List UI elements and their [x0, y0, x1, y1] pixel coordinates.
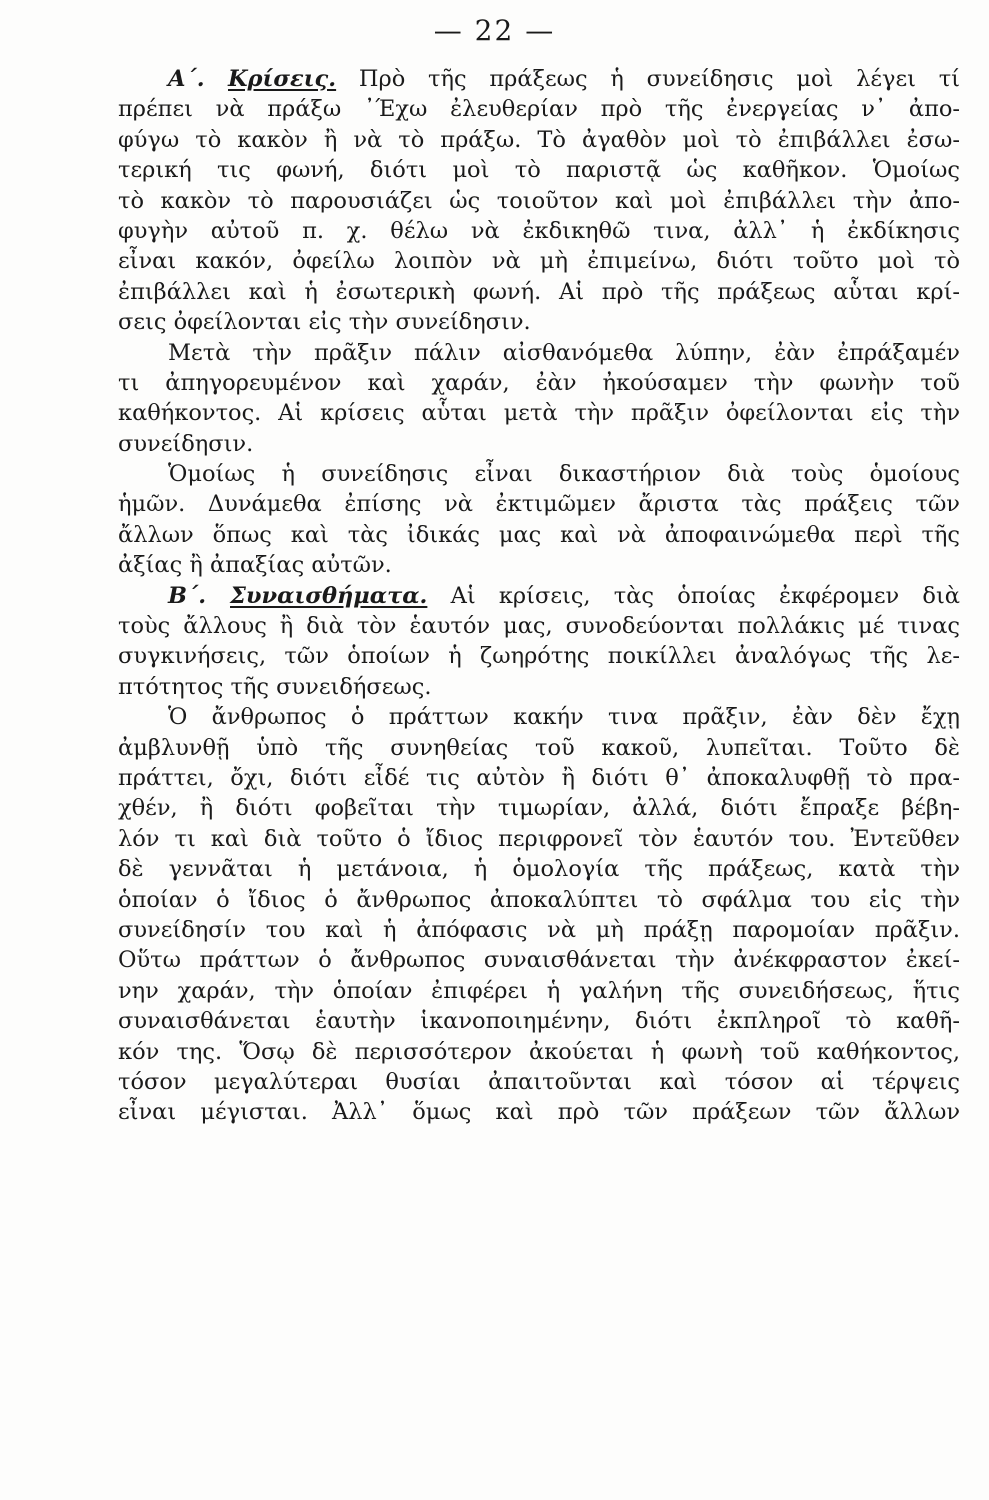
section-a-paragraph [118, 64, 960, 338]
section-b-first-line: Αἱ κρίσεις, τὰς ὁποίας ἐκφέρομεν διὰ [450, 582, 960, 609]
text-line: ὁποίαν ὁ ἴδιος ὁ ἄνθρωπος ἀποκαλύπτει τὸ σφάλμα του εἰς τὴν [118, 886, 960, 913]
text-line: Μετὰ τὴν πρᾶξιν πάλιν αἰσθανόμεθα λύπην, ἐὰν ἐπράξαμέν [168, 339, 960, 366]
text-line: τοὺς ἄλλους ἢ διὰ τὸν ἑαυτόν μας, συνοδεύονται πολλάκις μέ τινας [118, 613, 960, 640]
text-line: Ὁ ἄνθρωπος ὁ πράττων κακήν τινα πρᾶξιν, ἐὰν δὲν ἔχῃ [168, 704, 960, 731]
section-b-title: Συναισθήματα. [230, 582, 428, 609]
text-line: λόν τι καὶ διὰ τοῦτο ὁ ἴδιος περιφρονεῖ τὸν ἑαυτόν του. Ἐντεῦθεν [118, 825, 960, 852]
text-line: συγκινήσεις, τῶν ὁποίων ἡ ζωηρότης ποικίλλει ἀναλόγως τῆς λε- [118, 643, 960, 670]
text-line: εἶναι μέγισται. Ἀλλ᾿ ὅμως καὶ πρὸ τῶν πράξεων τῶν ἄλλων [118, 1099, 960, 1126]
text-line: ἄλλων ὅπως καὶ τὰς ἰδικάς μας καὶ νὰ ἀποφαινώμεθα περὶ τῆς [118, 521, 960, 548]
section-a-first-line: Πρὸ τῆς πράξεως ἡ συνείδησις μοὶ λέγει τί [358, 66, 960, 92]
text-line: φύγω τὸ κακὸν ἢ νὰ τὸ πράξω. Τὸ ἀγαθὸν μοὶ τὸ ἐπιβάλλει ἐσω- [118, 126, 960, 153]
text-line: καθήκοντος. Αἱ κρίσεις αὗται μετὰ τὴν πρᾶξιν ὀφείλονται εἰς τὴν [118, 400, 960, 427]
section-b-label: Β΄. [168, 582, 207, 609]
section-b-heading [168, 583, 427, 609]
text-line: συνείδησίν του καὶ ἡ ἀπόφασις νὰ μὴ πράξῃ παρομοίαν πρᾶξιν. [118, 916, 960, 943]
section-a-label: Α΄. [168, 66, 205, 92]
text-line: ἡμῶν. Δυνάμεθα ἐπίσης νὰ ἐκτιμῶμεν ἄριστα τὰς πράξεις τῶν [118, 491, 960, 518]
paragraph-remorse [118, 702, 960, 1127]
text-line: φυγὴν αὐτοῦ π. χ. θέλω νὰ ἐκδικηθῶ τινα, ἀλλ᾿ ἡ ἐκδίκησις [118, 217, 960, 244]
text-line: τερική τις φωνή, διότι μοὶ τὸ παριστᾷ ὡς καθῆκον. Ὁμοίως [118, 157, 960, 184]
section-a-title: Κρίσεις. [228, 66, 337, 92]
text-line: πτότητος τῆς συνειδήσεως. [118, 673, 432, 700]
section-b-paragraph [118, 581, 960, 703]
text-line: ἐπιβάλλει καὶ ἡ ἐσωτερικὴ φωνή. Αἱ πρὸ τῆς πράξεως αὗται κρί- [118, 278, 960, 305]
body-text [118, 64, 960, 1128]
text-line: εἶναι κακόν, ὀφείλω λοιπὸν νὰ μὴ ἐπιμείνω, διότι τοῦτο μοὶ τὸ [118, 248, 960, 275]
text-line: ἀξίας ἢ ἀπαξίας αὐτῶν. [118, 552, 392, 579]
text-line: ἀμβλυνθῇ ὑπὸ τῆς συνηθείας τοῦ κακοῦ, λυπεῖται. Τοῦτο δὲ [118, 734, 960, 761]
text-line: χθέν, ἢ διότι φοβεῖται τὴν τιμωρίαν, ἀλλά, διότι ἔπραξε βέβη- [118, 795, 960, 822]
paragraph-conscience-court [118, 459, 960, 581]
page-number: — 22 — [433, 14, 556, 47]
text-line: τι ἀπηγορευμένον καὶ χαράν, ἐὰν ἠκούσαμεν τὴν φωνὴν τοῦ [118, 369, 960, 396]
text-line: δὲ γεννᾶται ἡ μετάνοια, ἡ ὁμολογία τῆς πράξεως, κατὰ τὴν [118, 856, 960, 883]
text-line [118, 581, 960, 611]
text-line: Ὁμοίως ἡ συνείδησις εἶναι δικαστήριον διὰ τοὺς ὁμοίους [168, 461, 960, 488]
text-line: τόσον μεγαλύτεραι θυσίαι ἀπαιτοῦνται καὶ τόσον αἱ τέρψεις [118, 1068, 960, 1095]
text-line: πράττει, ὄχι, διότι εἶδέ τις αὐτὸν ἢ διότι θ᾿ ἀποκαλυφθῇ τὸ πρα- [118, 764, 960, 791]
text-line: τὸ κακὸν τὸ παρουσιάζει ὡς τοιοῦτον καὶ μοὶ ἐπιβάλλει τὴν ἀπο- [118, 187, 960, 214]
text-line: πρέπει νὰ πράξω ᾿Έχω ἐλευθερίαν πρὸ τῆς ἐνεργείας ν᾿ ἀπο- [118, 96, 960, 123]
text-line: κόν της. Ὅσῳ δὲ περισσότερον ἀκούεται ἡ φωνὴ τοῦ καθήκοντος, [118, 1038, 960, 1065]
text-line [118, 64, 960, 94]
text-line: συνείδησιν. [118, 430, 254, 457]
text-line: σεις ὀφείλονται εἰς τὴν συνείδησιν. [118, 309, 531, 336]
paragraph-after-action [118, 338, 960, 460]
text-line: Οὕτω πράττων ὁ ἄνθρωπος συναισθάνεται τὴν ἀνέκφραστον ἐκεί- [118, 947, 960, 974]
text-line: νην χαράν, τὴν ὁποίαν ἐπιφέρει ἡ γαλήνη τῆς συνειδήσεως, ἥτις [118, 977, 960, 1004]
section-a-heading [168, 66, 336, 92]
text-line: συναισθάνεται ἑαυτὴν ἱκανοποιημένην, διότι ἐκπληροῖ τὸ καθῆ- [118, 1008, 960, 1035]
